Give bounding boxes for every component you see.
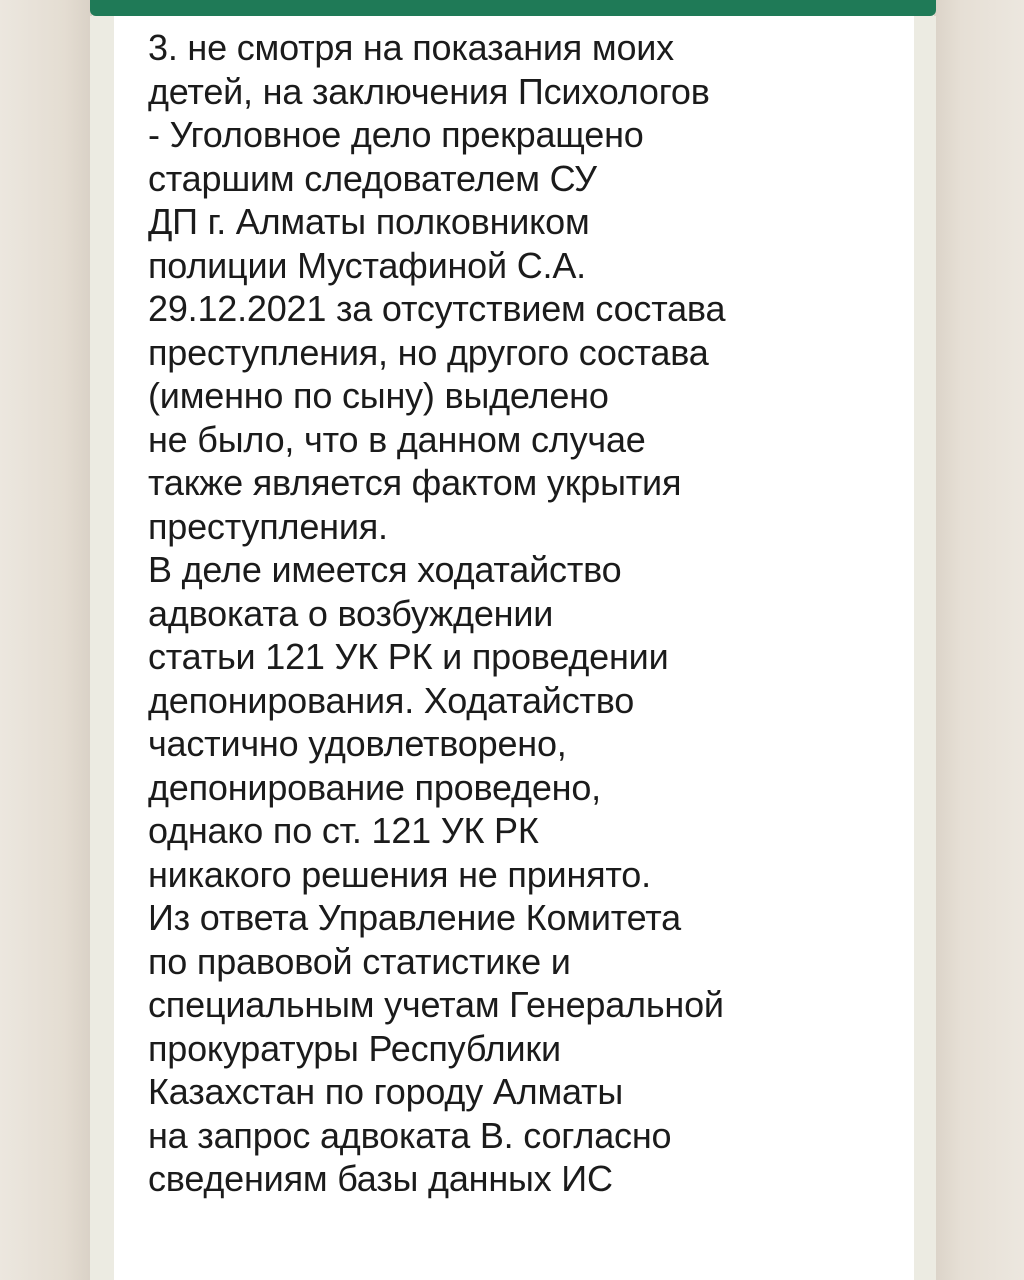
- photo-frame-right: [934, 0, 1024, 1280]
- message-line: однако по ст. 121 УК РК: [148, 810, 539, 851]
- message-text: [148, 26, 908, 1201]
- message-line: прокуратуры Республики: [148, 1027, 561, 1069]
- message-line: - Уголовное дело прекращено: [148, 114, 644, 155]
- message-line: 3. не смотря на показания моих: [148, 27, 674, 68]
- message-line: ДП г. Алматы полковником: [148, 201, 590, 242]
- message-line: Из ответа Управление Комитета: [148, 897, 681, 938]
- message-line: преступления, но другого состава: [148, 331, 709, 373]
- message-line: также является фактом укрытия: [148, 462, 682, 503]
- message-line: депонирования. Ходатайство: [148, 679, 635, 721]
- message-line: депонирование проведено,: [148, 766, 601, 808]
- message-line: 29.12.2021 за отсутствием состава: [148, 288, 726, 329]
- message-line: старшим следователем СУ: [148, 157, 597, 199]
- message-line: частично удовлетворено,: [148, 723, 567, 764]
- message-line: статьи 121 УК РК и проведении: [148, 636, 669, 677]
- message-line: специальным учетам Генеральной: [148, 984, 724, 1025]
- message-line: (именно по сыну) выделено: [148, 375, 609, 416]
- message-line: не было, что в данном случае: [148, 418, 646, 460]
- message-line: детей, на заключения Психологов: [148, 70, 710, 112]
- message-line: адвоката о возбуждении: [148, 592, 554, 634]
- chat-panel[interactable]: [90, 16, 936, 1280]
- message-line: полиции Мустафиной С.А.: [148, 244, 586, 286]
- message-line: никакого решения не принято.: [148, 853, 651, 895]
- message-line: по правовой статистике и: [148, 940, 571, 982]
- message-line: В деле имеется ходатайство: [148, 549, 622, 590]
- message-line: Казахстан по городу Алматы: [148, 1071, 623, 1112]
- message-line: на запрос адвоката В. согласно: [148, 1114, 672, 1156]
- message-line: преступления.: [148, 505, 388, 547]
- chat-header-bar: [90, 0, 936, 16]
- message-bubble[interactable]: [114, 16, 914, 1280]
- message-line: сведениям базы данных ИС: [148, 1158, 613, 1199]
- photo-frame-left: [0, 0, 92, 1280]
